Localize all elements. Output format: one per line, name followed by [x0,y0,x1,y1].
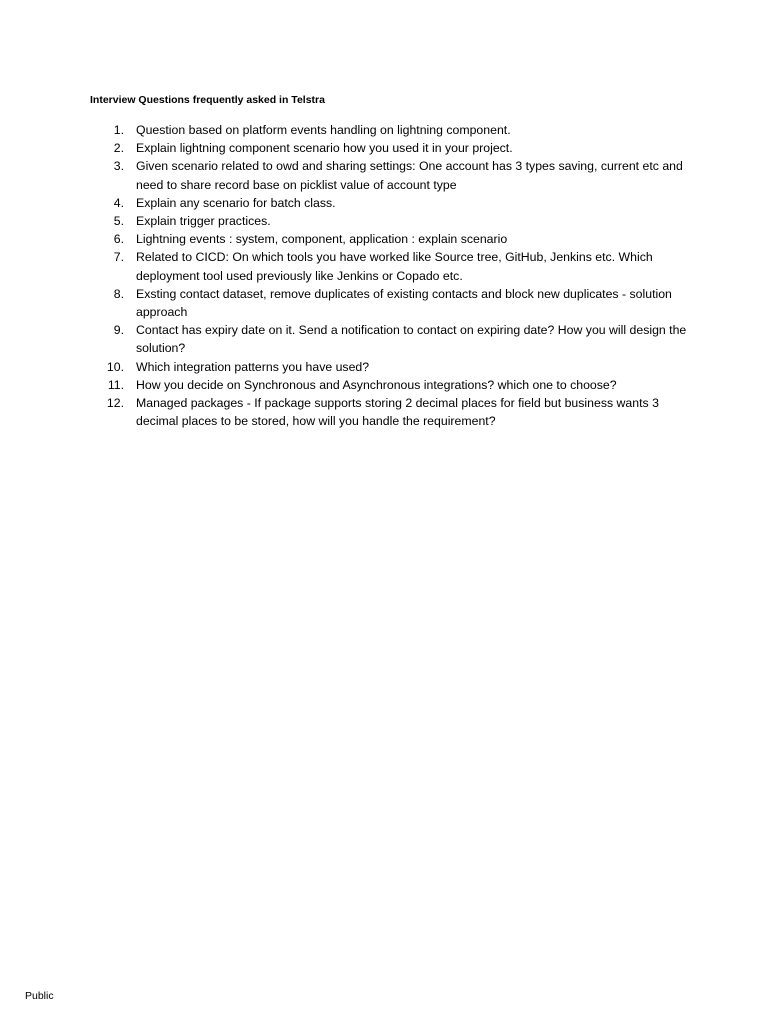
list-item-text: Contact has expiry date on it. Send a notification to contact on expiring date? How you will design the solution? [136,323,687,356]
list-item [100,212,690,230]
list-item-text: Explain any scenario for batch class. [136,195,336,210]
list-item-text: Question based on platform events handling on lightning component. [136,123,511,137]
list-item-number: 2. [113,141,124,156]
list-item-number: 1. [113,123,124,137]
list-item-number: 8. [113,286,124,301]
list-item [100,358,690,376]
list-item-number: 11. [107,377,124,392]
list-item [100,194,690,212]
list-item-number: 3. [113,159,124,174]
classification-label: Public [25,990,54,1002]
list-item [100,285,690,321]
list-item-text: Given scenario related to owd and sharing settings: One account has 3 types saving, current etc and need to share record base on picklist value of account type [136,159,683,192]
question-list [100,121,690,430]
list-item-number: 12. [106,396,124,411]
page-title: Interview Questions frequently asked in Telstra [90,94,325,106]
list-item-text: Explain lightning component scenario how you used it in your project. [136,141,513,156]
list-item-text: Managed packages - If package supports storing 2 decimal places for field but business wants 3 decimal places to be stored, how will you handle the requirement? [136,396,659,429]
list-item [100,376,690,394]
list-item [100,230,690,248]
list-item-text: Which integration patterns you have used? [136,359,370,374]
list-item-text: How you decide on Synchronous and Asynchronous integrations? which one to choose? [136,377,617,392]
list-item-number: 4. [113,195,124,210]
list-item-text: Lightning events : system, component, application : explain scenario [136,232,508,247]
list-item-number: 6. [113,232,124,247]
list-item [100,139,690,157]
list-item-number: 10. [106,359,124,374]
list-item [100,248,690,284]
list-item-number: 5. [113,214,124,229]
list-item-text: Related to CICD: On which tools you have worked like Source tree, GitHub, Jenkins etc. Which deployment tool used previously like Jenkins or Copado etc. [136,250,653,283]
list-item-number: 9. [113,323,124,338]
list-item [100,121,690,139]
list-item [100,321,690,357]
list-item-text: Explain trigger practices. [136,214,271,229]
list-item-text: Exsting contact dataset, remove duplicates of existing contacts and block new duplicates - solution approach [136,286,672,320]
list-item [100,394,690,430]
list-item [100,157,690,193]
list-item-number: 7. [113,250,124,265]
